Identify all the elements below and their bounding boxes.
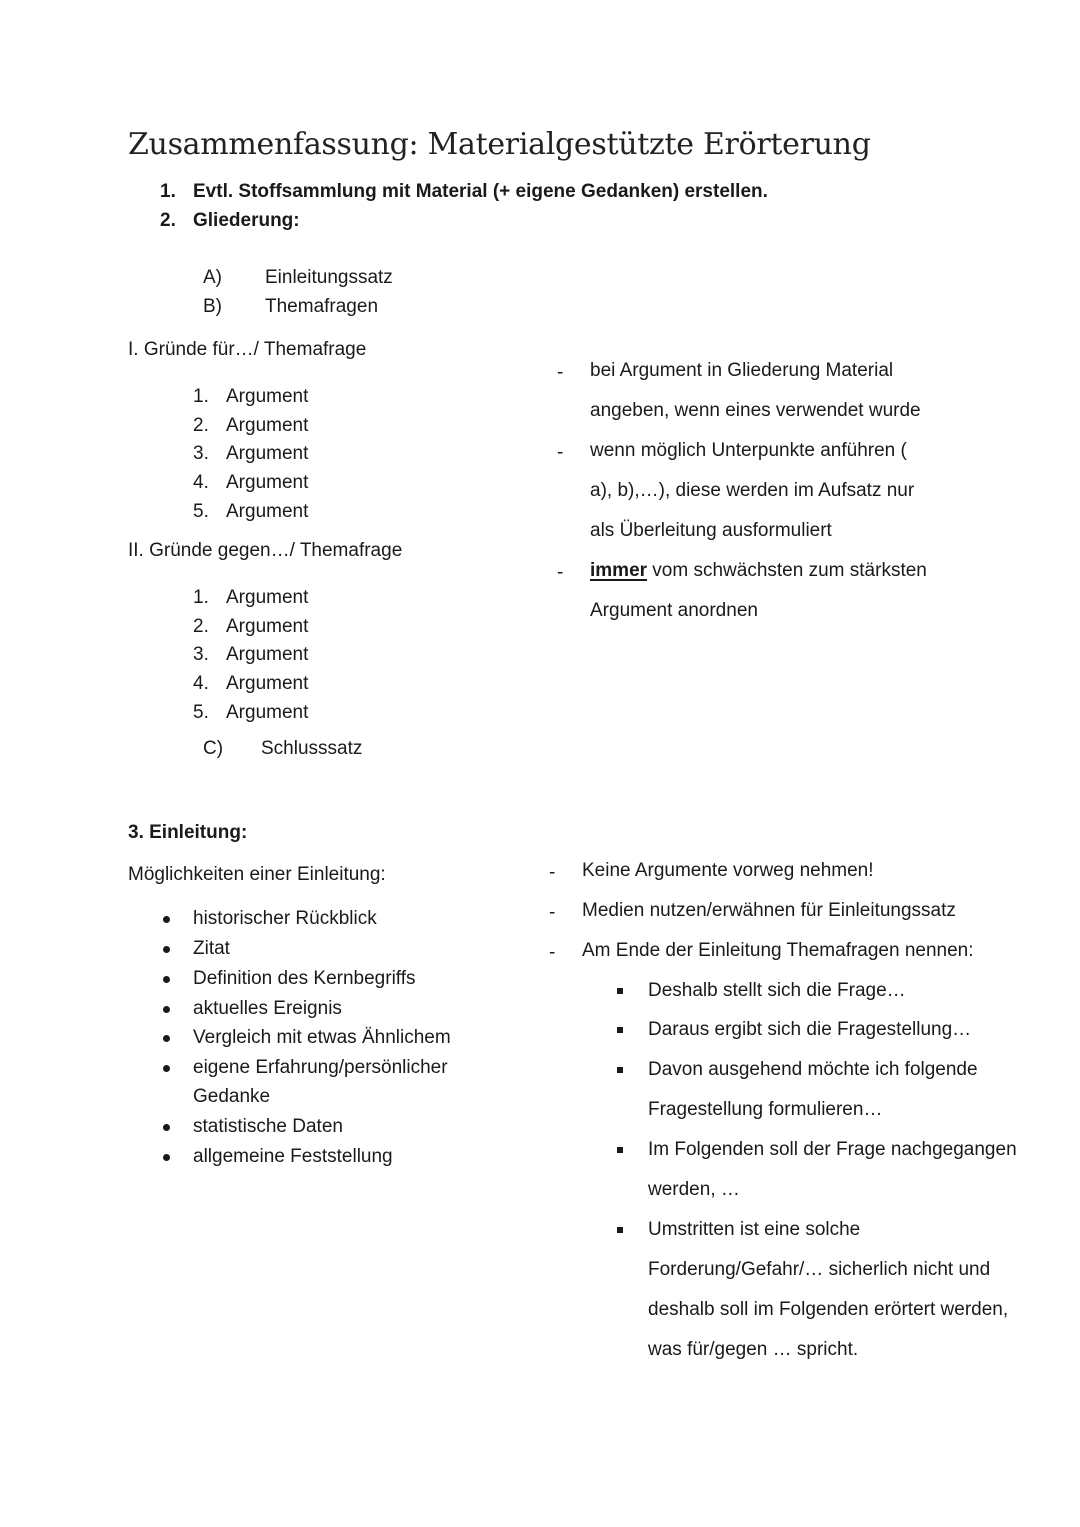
- list-item: [193, 440, 308, 469]
- section-heading-einleitung: 3. Einleitung:: [128, 822, 248, 843]
- bullet-item-continuation: Gedanke: [193, 1086, 271, 1107]
- outline-note-3-line-1: [590, 560, 927, 582]
- intro-note-2: Medien nutzen/erwähnen für Einleitungssatz: [582, 900, 956, 921]
- step-1: [160, 181, 768, 203]
- list-item: [193, 613, 308, 642]
- bullet-item: allgemeine Feststellung: [193, 1146, 393, 1167]
- outline-text: Schlusssatz: [261, 738, 363, 759]
- dash-marker: -: [549, 902, 556, 923]
- bullet-item: aktuelles Ereignis: [193, 998, 342, 1019]
- intro-subheading: Möglichkeiten einer Einleitung:: [128, 864, 386, 885]
- dash-marker: -: [557, 562, 564, 583]
- bullet-dot: [163, 916, 170, 923]
- list-item: [193, 670, 308, 699]
- emphasis-immer: immer: [590, 560, 648, 581]
- outline-letter: C): [203, 738, 224, 759]
- outline-note-2-line-2: a), b),…), diese werden im Aufsatz nur: [590, 480, 915, 501]
- phrase-3-line-2: Fragestellung formulieren…: [648, 1099, 883, 1120]
- bullet-dot: [163, 1124, 170, 1131]
- list-item: [193, 699, 308, 728]
- item-text: Argument: [226, 701, 309, 723]
- phrase-5-line-4: was für/gegen … spricht.: [648, 1339, 859, 1360]
- item-text: Argument: [226, 615, 309, 637]
- item-number: 2.: [193, 414, 209, 436]
- contra-heading: II. Gründe gegen…/ Themafrage: [128, 540, 403, 561]
- bullet-item: Zitat: [193, 938, 230, 959]
- dash-marker: -: [549, 862, 556, 883]
- square-bullet: [617, 1067, 623, 1073]
- step-2: [160, 210, 300, 232]
- step-number: 2.: [160, 210, 176, 231]
- item-number: 3.: [193, 443, 209, 465]
- item-text: Argument: [226, 644, 309, 666]
- bullet-item: eigene Erfahrung/persönlicher: [193, 1057, 448, 1078]
- outline-note-1-line-1: bei Argument in Gliederung Material: [590, 360, 894, 381]
- contra-list: [193, 584, 308, 728]
- step-text: Evtl. Stoffsammlung mit Material (+ eigene Gedanken) erstellen.: [193, 181, 768, 202]
- outline-conclusion: [203, 738, 362, 760]
- list-item: [193, 469, 308, 498]
- phrase-1: Deshalb stellt sich die Frage…: [648, 980, 906, 1001]
- square-bullet: [617, 988, 623, 994]
- outline-intro-a: [203, 267, 393, 289]
- item-text: Argument: [226, 500, 309, 522]
- dash-marker: -: [557, 442, 564, 463]
- phrase-4-line-2: werden, …: [648, 1179, 740, 1200]
- item-text: Argument: [226, 673, 309, 695]
- phrase-5-line-3: deshalb soll im Folgenden erörtert werden,: [648, 1299, 1009, 1320]
- bullet-dot: [163, 1035, 170, 1042]
- outline-note-2-line-1: wenn möglich Unterpunkte anführen (: [590, 440, 907, 461]
- outline-note-3-line-2: Argument anordnen: [590, 600, 758, 621]
- square-bullet: [617, 1227, 623, 1233]
- dash-marker: -: [557, 362, 564, 383]
- outline-note-2-line-3: als Überleitung ausformuliert: [590, 520, 832, 541]
- dash-marker: -: [549, 942, 556, 963]
- note-text: vom schwächsten zum stärksten: [647, 560, 927, 581]
- list-item: [193, 383, 308, 412]
- step-text: Gliederung:: [193, 210, 300, 231]
- item-text: Argument: [226, 414, 309, 436]
- phrase-3-line-1: Davon ausgehend möchte ich folgende: [648, 1059, 978, 1080]
- square-bullet: [617, 1027, 623, 1033]
- item-number: 4.: [193, 472, 209, 494]
- outline-intro-b: [203, 296, 378, 318]
- item-number: 5.: [193, 500, 209, 522]
- outline-note-1-line-2: angeben, wenn eines verwendet wurde: [590, 400, 921, 421]
- square-bullet: [617, 1147, 623, 1153]
- list-item: [193, 641, 308, 670]
- page-title: Zusammenfassung: Materialgestützte Erörterung: [128, 127, 871, 162]
- item-text: Argument: [226, 587, 309, 608]
- phrase-2: Daraus ergibt sich die Fragestellung…: [648, 1019, 972, 1040]
- phrase-4-line-1: Im Folgenden soll der Frage nachgegangen: [648, 1139, 1017, 1160]
- bullet-item: Vergleich mit etwas Ähnlichem: [193, 1027, 451, 1048]
- outline-text: Themafragen: [265, 296, 379, 317]
- item-text: Argument: [226, 443, 309, 465]
- item-number: 1.: [193, 386, 209, 407]
- item-number: 4.: [193, 673, 209, 695]
- item-text: Argument: [226, 472, 309, 494]
- bullet-dot: [163, 1154, 170, 1161]
- bullet-item: Definition des Kernbegriffs: [193, 968, 416, 989]
- item-number: 2.: [193, 615, 209, 637]
- phrase-5-line-1: Umstritten ist eine solche: [648, 1219, 861, 1240]
- pro-list: [193, 383, 308, 527]
- item-number: 5.: [193, 701, 209, 723]
- bullet-item: historischer Rückblick: [193, 908, 377, 929]
- bullet-dot: [163, 976, 170, 983]
- list-item: [193, 412, 308, 441]
- item-text: Argument: [226, 386, 309, 407]
- step-number: 1.: [160, 181, 176, 202]
- outline-text: Einleitungssatz: [265, 267, 393, 288]
- bullet-dot: [163, 1006, 170, 1013]
- outline-letter: A): [203, 267, 222, 288]
- intro-note-3: Am Ende der Einleitung Themafragen nennen:: [582, 940, 974, 961]
- bullet-item: statistische Daten: [193, 1116, 343, 1137]
- pro-heading: I. Gründe für…/ Themafrage: [128, 339, 367, 360]
- bullet-dot: [163, 946, 170, 953]
- bullet-dot: [163, 1065, 170, 1072]
- phrase-5-line-2: Forderung/Gefahr/… sicherlich nicht und: [648, 1259, 991, 1280]
- list-item: [193, 584, 308, 613]
- list-item: [193, 498, 308, 527]
- intro-note-1: Keine Argumente vorweg nehmen!: [582, 860, 874, 881]
- item-number: 3.: [193, 644, 209, 666]
- item-number: 1.: [193, 587, 209, 608]
- outline-letter: B): [203, 296, 222, 317]
